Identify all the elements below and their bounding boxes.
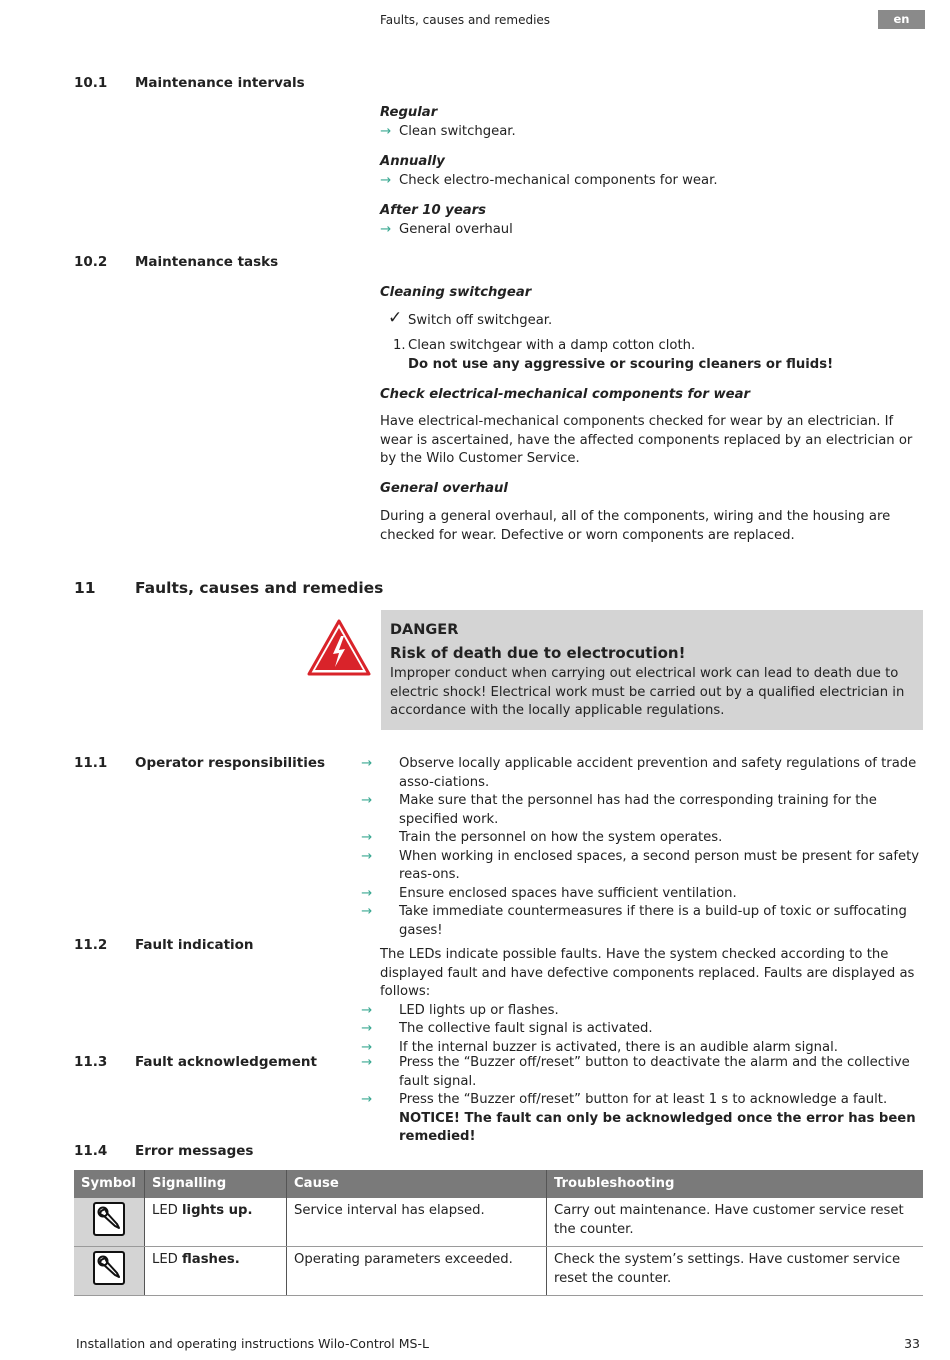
notice-text: NOTICE! The fault can only be acknowledged once the error has been remedied! xyxy=(399,1110,916,1144)
arrow-right-icon: → xyxy=(361,1039,373,1055)
list-item: → Train the personnel on how the system operates. xyxy=(380,829,925,848)
table-row xyxy=(74,1247,923,1296)
arrow-right-icon: → xyxy=(361,1021,373,1036)
fault-indication-block xyxy=(361,946,925,1057)
language-tab: en xyxy=(878,10,925,29)
arrow-right-icon: → xyxy=(380,124,392,139)
arrow-right-icon: → xyxy=(361,885,373,901)
subheading: Check electrical-mechanical components for wear xyxy=(380,387,750,402)
prerequisite: Switch off switchgear. xyxy=(408,313,553,328)
danger-label: DANGER xyxy=(390,622,459,638)
arrow-right-icon: → xyxy=(361,756,373,771)
signalling-cell: LED flashes. xyxy=(145,1247,287,1296)
list-item: → Ensure enclosed spaces have sufficient ventilation. xyxy=(380,885,925,904)
list-item: → The collective fault signal is activated. xyxy=(380,1020,925,1039)
arrow-right-icon: → xyxy=(361,848,373,864)
section-title: Maintenance tasks xyxy=(135,254,279,270)
step-warning: Do not use any aggressive or scouring cleaners or fluids! xyxy=(408,357,834,372)
footer-doc-title: Installation and operating instructions Wilo-Control MS-L xyxy=(76,1336,429,1351)
arrow-right-icon: → xyxy=(361,1002,373,1018)
interval-item: → Check electro-mechanical components for wear. xyxy=(380,172,718,191)
interval-item: → General overhaul xyxy=(380,221,513,240)
interval-label: After 10 years xyxy=(380,203,487,218)
arrow-right-icon: → xyxy=(380,222,392,237)
column-header: Troubleshooting xyxy=(547,1170,924,1198)
cause-cell: Operating parameters exceeded. xyxy=(287,1247,547,1296)
section-title: Fault indication xyxy=(135,937,254,953)
check-mark-icon: ✓ xyxy=(388,308,403,328)
table-row xyxy=(74,1198,923,1247)
section-number: 11.2 xyxy=(74,937,108,953)
column-header: Signalling xyxy=(145,1170,287,1198)
interval-item: → Clean switchgear. xyxy=(380,123,516,142)
paragraph: Have electrical-mechanical components checked for wear by an electrician. If wear is ascertained, have the affected components replaced by an electrician or by the Wilo Customer Service. xyxy=(380,414,913,466)
list-item: → If the internal buzzer is activated, there is an audible alarm signal. xyxy=(380,1039,925,1058)
running-head: Faults, causes and remedies xyxy=(380,13,551,27)
column-header: Symbol xyxy=(74,1170,145,1198)
arrow-right-icon: → xyxy=(361,793,373,808)
arrow-right-icon: → xyxy=(380,173,392,188)
danger-heading: Risk of death due to electrocution! xyxy=(390,644,686,662)
step-text: Clean switchgear with a damp cotton cloth. xyxy=(408,338,696,353)
arrow-right-icon: → xyxy=(361,904,373,919)
list-item: → LED lights up or flashes. xyxy=(380,1002,925,1021)
list-item: → Make sure that the personnel has had the corresponding training for the specified work. xyxy=(361,793,877,827)
subheading: General overhaul xyxy=(380,481,508,496)
list-item: → Press the “Buzzer off/reset” button to deactivate the alarm and the collective fault signal. xyxy=(361,1055,910,1089)
signalling-cell: LED lights up. xyxy=(145,1198,287,1247)
symbol-cell xyxy=(74,1247,145,1296)
wrench-icon xyxy=(93,1202,125,1236)
troubleshooting-cell: Carry out maintenance. Have customer service reset the counter. xyxy=(547,1198,924,1247)
section-number: 11.3 xyxy=(74,1054,108,1070)
subheading: Cleaning switchgear xyxy=(380,285,532,300)
danger-box xyxy=(381,610,923,730)
list-item: → Take immediate countermeasures if there is a build-up of toxic or suffocating gases! xyxy=(361,904,907,938)
responsibility-list xyxy=(361,755,925,940)
acknowledgement-list xyxy=(361,1054,920,1147)
section-title: Fault acknowledgement xyxy=(135,1054,317,1070)
paragraph: The LEDs indicate possible faults. Have the system checked according to the displayed fault and have defective components replaced. Faults are displayed as follows: xyxy=(380,947,915,999)
interval-label: Annually xyxy=(380,154,445,169)
section-title: Maintenance intervals xyxy=(135,75,305,91)
chapter-title: Faults, causes and remedies xyxy=(135,579,384,597)
section-number: 11.4 xyxy=(74,1143,108,1159)
arrow-right-icon: → xyxy=(361,1055,373,1070)
chapter-number: 11 xyxy=(74,579,96,597)
section-title: Operator responsibilities xyxy=(135,755,326,771)
page-number: 33 xyxy=(904,1336,920,1351)
list-item: → When working in enclosed spaces, a second person must be present for safety reas-ons. xyxy=(361,848,920,882)
arrow-right-icon: → xyxy=(361,830,373,845)
list-item: → Press the “Buzzer off/reset” button for at least 1 s to acknowledge a fault. xyxy=(380,1091,920,1110)
arrow-right-icon: → xyxy=(361,1092,373,1107)
troubleshooting-cell: Check the system’s settings. Have customer service reset the counter. xyxy=(547,1247,924,1296)
wrench-icon xyxy=(93,1251,125,1285)
danger-text: Improper conduct when carrying out electrical work can lead to death due to electric shock! Electrical work must be carried out by a qualified electrician in accordance with the locally applicable regulations. xyxy=(390,666,905,718)
step-number: 1. xyxy=(393,338,406,353)
paragraph: During a general overhaul, all of the components, wiring and the housing are checked for wear. Defective or worn components are replaced. xyxy=(380,509,891,543)
column-header: Cause xyxy=(287,1170,547,1198)
table-header-row xyxy=(74,1170,923,1198)
error-messages-table xyxy=(74,1170,923,1296)
section-title: Error messages xyxy=(135,1143,254,1159)
section-number: 10.2 xyxy=(74,254,108,270)
section-number: 11.1 xyxy=(74,755,108,771)
cause-cell: Service interval has elapsed. xyxy=(287,1198,547,1247)
list-item: → Observe locally applicable accident prevention and safety regulations of trade asso-ciations. xyxy=(361,756,917,790)
section-number: 10.1 xyxy=(74,75,108,91)
symbol-cell xyxy=(74,1198,145,1247)
electrical-hazard-icon xyxy=(306,618,372,685)
interval-label: Regular xyxy=(380,105,438,120)
